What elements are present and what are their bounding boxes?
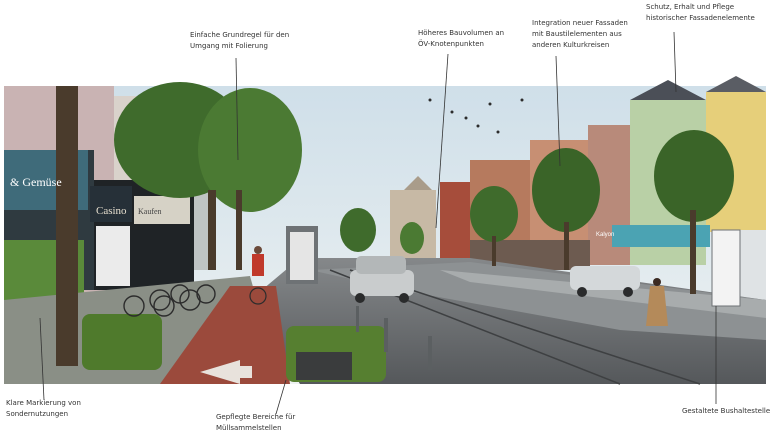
panorama-photo [4,76,766,384]
annotation-pflege: Schutz, Erhalt und Pflege historischer Fassadenelemente [646,3,755,22]
hedge-left [82,314,162,370]
leader-muell [276,380,286,414]
shop-sign-right: Kalyon [596,232,615,238]
annotation-muell: Gepflegte Bereiche für Müllsammelstellen [216,413,296,432]
bus-shelter [712,230,740,306]
annotation-fassaden: Integration neuer Fassaden mit Baustilelementen aus anderen Kulturkreisen [532,19,628,49]
annotation-bauvolumen: Höheres Bauvolumen an ÖV-Knotenpunkten [418,29,505,48]
shop-sign-casino: Casino [96,205,127,217]
waste-container [296,352,352,380]
annotation-markierung: Klare Markierung von Sondernutzungen [6,399,81,418]
advertising-panel [290,232,314,280]
shop-sign-vegetables: & Gemüse [10,175,62,189]
silver-car [350,256,414,303]
annotation-bushaltestelle: Gestaltete Bushaltestelle [682,407,771,415]
shop-sign-center: Kaufen [138,207,162,216]
leader-pflege [674,32,676,92]
annotation-grundregel: Einfache Grundregel für den Umgang mit Folierung [190,31,290,50]
